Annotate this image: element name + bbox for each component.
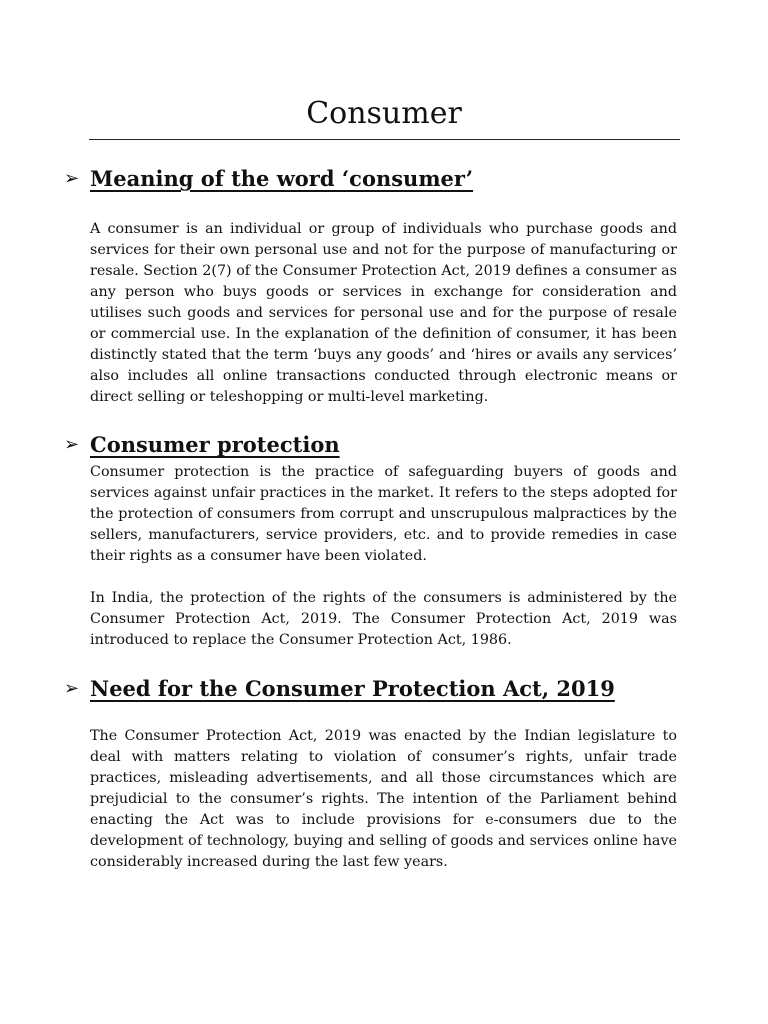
- arrow-bullet-icon: ➢: [64, 434, 80, 455]
- section-heading-need-for-act: [64, 674, 615, 704]
- arrow-bullet-icon: ➢: [64, 168, 80, 189]
- title-divider: [89, 139, 680, 140]
- section-heading-meaning: [64, 164, 473, 194]
- section-paragraph: Consumer protection is the practice of safeguarding buyers of goods and services against unfair practices in the market. It refers to the steps adopted for the protection of consumers from corrupt and unscrupulous malpractices by the sellers, manufacturers, service providers, etc. and to provide remedies in case their rights as a consumer have been violated.: [90, 464, 677, 564]
- section-paragraph: The Consumer Protection Act, 2019 was enacted by the Indian legislature to deal with matters relating to violation of consumer’s rights, unfair trade practices, misleading advertisements, and all those circumstances which are prejudicial to the consumer’s rights. The intention of the Parliament behind enacting the Act was to include provisions for e-consumers due to the development of technology, buying and selling of goods and services online have considerably increased during the last few years.: [90, 728, 677, 870]
- page-title: Consumer: [306, 96, 462, 131]
- section-heading-text: Meaning of the word ‘consumer’: [90, 166, 474, 191]
- section-paragraph: A consumer is an individual or group of individuals who purchase goods and services for their own personal use and not for the purpose of manufacturing or resale. Section 2(7) of the Consumer Protection Act, 2019 defines a consumer as any person who buys goods or services in exchange for consideration and utilises such goods and services for personal use and for the purpose of resale or commercial use. In the explanation of the definition of consumer, it has been distinctly stated that the term ‘buys any goods’ and ‘hires or avails any services’ also includes all online transactions conducted through electronic means or direct selling or teleshopping or multi-level marketing.: [90, 221, 677, 405]
- section-heading-consumer-protection: [64, 430, 340, 460]
- section-paragraph: In India, the protection of the rights of the consumers is administered by the Consumer Protection Act, 2019. The Consumer Protection Act, 2019 was introduced to replace the Consumer Protection Act, 1986.: [90, 590, 677, 648]
- section-heading-text: Need for the Consumer Protection Act, 2019: [90, 676, 615, 701]
- arrow-bullet-icon: ➢: [64, 678, 80, 699]
- section-heading-text: Consumer protection: [90, 432, 340, 457]
